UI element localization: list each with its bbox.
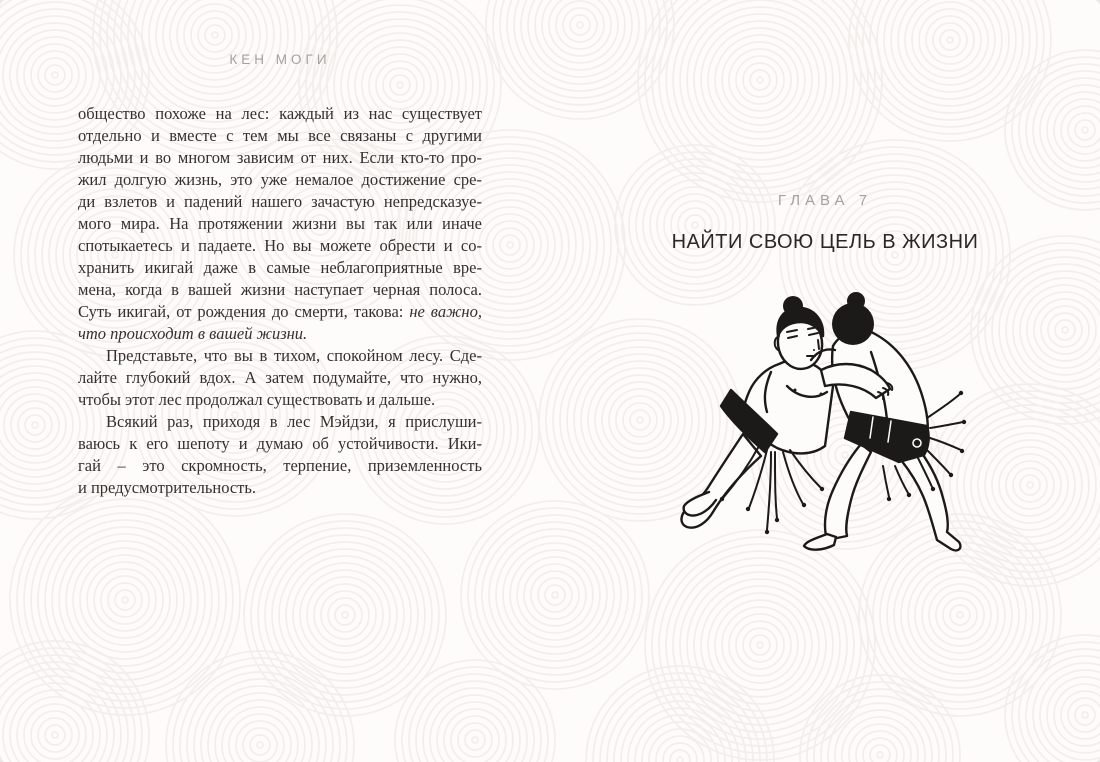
- wrestler-a-nipple: [820, 393, 823, 396]
- wrestler-b-topknot: [847, 292, 865, 310]
- text-line: отдельно и вместе с тем мы все связаны с другими: [78, 126, 482, 145]
- text-line: общество похоже на лес: каждый из нас существует: [78, 104, 482, 123]
- text-line: людьми и во многом зависим от них. Если кто-то про-: [78, 148, 482, 167]
- text-line: хранить икигай даже в самые неблагоприятные вре-: [78, 258, 482, 277]
- text-line: и предусмотрительность.: [78, 478, 257, 497]
- running-header: КЕН МОГИ: [229, 52, 331, 67]
- chapter-label: ГЛАВА 7: [777, 192, 873, 209]
- text-line: лайте глубокий вдох. А затем подумайте, что нужно,: [78, 368, 482, 387]
- sumo-illustration: [675, 286, 970, 588]
- text-line: Суть икигай, от рождения до смерти, такова: не важно,: [78, 302, 482, 321]
- right-page: [550, 0, 1100, 762]
- text-line: чтобы этот лес продолжал существовать и дальше.: [78, 390, 436, 409]
- text-line: Представьте, что вы в тихом, спокойном лесу. Сде-: [106, 346, 482, 365]
- wrestler-a-topknot: [783, 296, 803, 316]
- text-line: спотыкаетесь и падаете. Но вы можете обрести и со-: [78, 236, 482, 255]
- text-line: мена, когда в вашей жизни наступает черная полоса.: [78, 280, 482, 299]
- page-title: НАЙТИ СВОЮ ЦЕЛЬ В ЖИЗНИ: [671, 231, 979, 253]
- text-line: ди взлетов и падений нашего зачастую непредсказуе-: [78, 192, 482, 211]
- wrestler-a-nipple: [794, 389, 797, 392]
- text-line: мого мира. На протяжении жизни вы так или иначе: [78, 214, 482, 233]
- text-line: Всякий раз, приходя в лес Мэйдзи, я прислуши-: [106, 412, 482, 431]
- wrestler-b-left-leg: [825, 444, 871, 540]
- text-line: ваюсь к его шепоту и думаю об устойчивости. Ики-: [78, 434, 482, 453]
- text-line: гай – это скромность, терпение, приземленность: [78, 456, 482, 475]
- text-line: что происходит в вашей жизни.: [78, 324, 308, 343]
- wrestler-b-right-leg: [901, 452, 960, 550]
- wrestler-b-left-foot: [804, 534, 836, 550]
- body-text: [78, 103, 482, 499]
- text-line: жил долгую жизнь, это уже немалое достижение сре-: [78, 170, 482, 189]
